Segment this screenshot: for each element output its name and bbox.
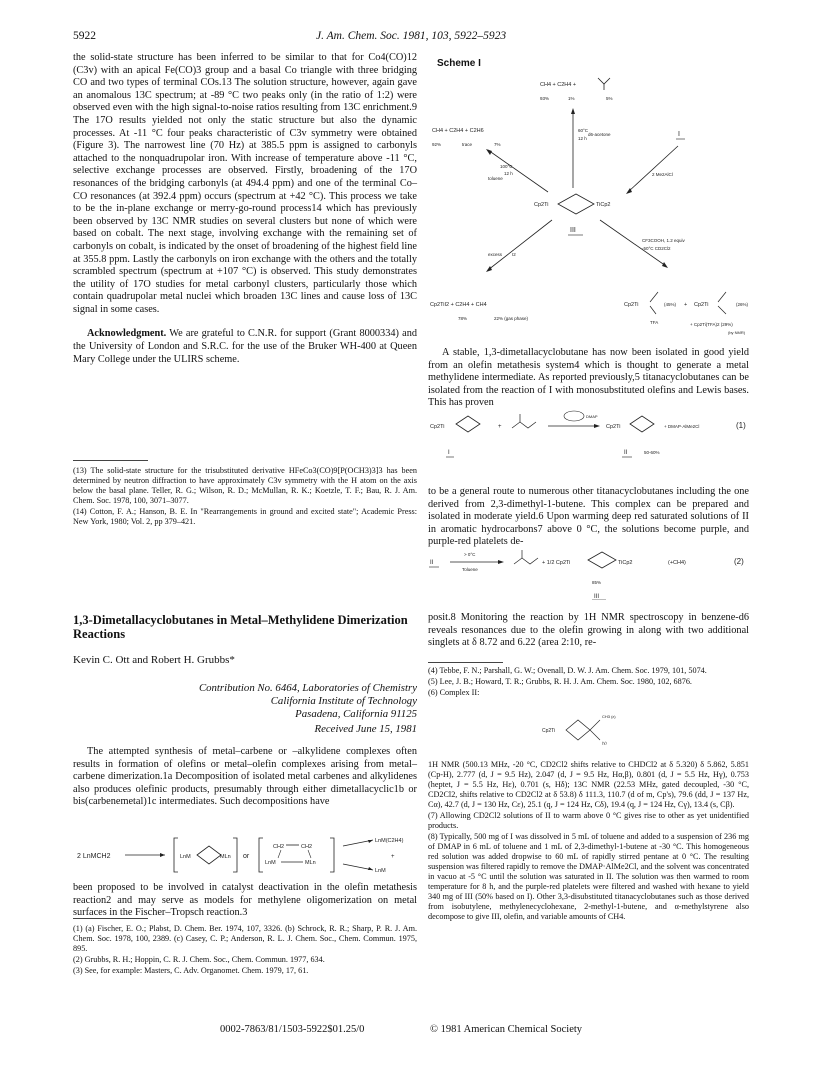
eq2-label-III: III bbox=[594, 594, 600, 600]
right-text-3 bbox=[428, 612, 749, 650]
left-top-text bbox=[73, 52, 417, 366]
footnote-1: (1) (a) Fischer, E. O.; Plabst, D. Chem. Ber. 1974, 107, 3326. (b) Schrock, R. R.; Sharp, P. R. J. Am. Chem. Soc. 1978, 100, 2389. (c) Casey, C. P.; Anderson, R. L. J. Chem. Soc., Chem. Commun. 1975, 895. bbox=[73, 924, 417, 953]
eq2-cond-top: > 0°C bbox=[464, 552, 476, 557]
bottom-right-yield: (26%) bbox=[736, 302, 749, 307]
svg-text:MLn: MLn bbox=[305, 860, 316, 866]
bottom-left-yield: 22% (gas phase) bbox=[494, 316, 529, 321]
paragraph: The attempted synthesis of metal–carbene or –alkylidene complexes often results in formation of olefins or metal–olefin complexes arising from metal–carbene dimerization.1a Decomposition of isolated metal carbenes and alkylidenes also produces olefinic products, presumably through either dimetallacyclic1b or bis(carbenemetal)1c intermediates. Such decompositions have bbox=[73, 746, 417, 808]
bottom-right-yield: (45%) bbox=[664, 302, 677, 307]
eq2-half-cp2ti: + 1/2 Cp2Ti bbox=[542, 560, 571, 566]
top-yield: 1% bbox=[568, 96, 575, 101]
left-yield: trace bbox=[462, 142, 473, 147]
received-date: Received June 15, 1981 bbox=[314, 723, 417, 735]
svg-text:+: + bbox=[684, 302, 688, 308]
svg-text:LnM: LnM bbox=[180, 854, 191, 860]
svg-text:LnM: LnM bbox=[265, 860, 276, 866]
ack-text: We are grateful to C.N.R. for support (Grant 8000334) and the University of London and S.R.C. for the use of the Bruker WH-400 at Queen Mary College under the ULIRS scheme. bbox=[73, 328, 417, 365]
paragraph: to be a general route to numerous other titanacyclobutanes including the one derived from 2,3-dimethyl-1-butene. This complex can be prepared and isolated in moderate yield.6 Upon warming deep red saturated solutions of II in aromatic hydrocarbons7 above 0 °C, the solutions become purple, and purple-red platelets de- bbox=[428, 486, 749, 548]
authors: Kevin C. Ott and Robert H. Grubbs* bbox=[73, 654, 235, 666]
eq1-label-I: I bbox=[448, 450, 450, 456]
footnote-rule bbox=[73, 460, 148, 461]
eq1-reactant: Cp2Ti bbox=[430, 424, 445, 430]
footnote-2: (2) Grubbs, R. H.; Hoppin, C. R. J. Chem. Soc., Chem. Commun. 1977, 634. bbox=[73, 955, 325, 964]
footnote-3: (3) See, for example: Masters, C. Adv. Organomet. Chem. 1979, 17, 61. bbox=[73, 966, 309, 975]
eq1-reagent: DMAP bbox=[586, 414, 598, 419]
bottom-right-extra: + Cp2Ti(TFA)2 (29%) bbox=[690, 322, 733, 327]
cond-top: 60°C bbox=[578, 128, 589, 133]
center-cp2ti: Cp2Ti bbox=[534, 202, 549, 208]
svg-text:Cp2Ti: Cp2Ti bbox=[606, 424, 621, 430]
compound-label-III: III bbox=[570, 227, 576, 234]
footnote-5: (5) Lee, J. B.; Howard, T. R.; Grubbs, R. H. J. Am. Chem. Soc. 1980, 102, 6876. bbox=[428, 677, 692, 686]
complex-II-structure bbox=[540, 706, 660, 756]
svg-text:CH2: CH2 bbox=[301, 844, 313, 850]
svg-text:+: + bbox=[498, 424, 502, 430]
bottom-left-yield: 78% bbox=[458, 316, 468, 321]
bottom-right-product: Cp2Ti bbox=[624, 302, 639, 308]
eq1-number: (1) bbox=[736, 421, 746, 430]
cond-left: 12 h bbox=[504, 171, 513, 176]
affiliation-line: Contribution No. 6464, Laboratories of Chemistry bbox=[198, 682, 417, 694]
left-yield: 7% bbox=[494, 142, 501, 147]
footnote-6-nmr: 1H NMR (500.13 MHz, -20 °C, CD2Cl2 shifts relative to CHDCl2 at δ 5.320) δ 5.862, 5.851 (Cp-H), 2.777 (d, J = 9.5 Hz), 2.047 (d, J = 9.5 Hz, Hα,β), 0.801 (d, J = 5.5 Hz, Hγ), 0.753 (heptet, J = 5.5 Hz, Hε), 0.701 (s, Hδ); 13C NMR (22.53 MHz, gated decoupled, -30 °C, CD2Cl2, shifts relative to CD2Cl2 at δ 53.8) δ 111.3, 110.7 (d of m, Cp's), 79.6 (dd, J = 137 Hz, Cα), 42.7 (d, J = 130 Hz, Cε), 25.1 (q, J = 124 Hz, Cδ), 19.4 (q, J = 124 Hz, Cγ), 13.4 (s, Cβ). bbox=[428, 760, 749, 809]
footnote-4: (4) Tebbe, F. N.; Parshall, G. W.; Ovenall, D. W. J. Am. Chem. Soc. 1979, 101, 5074. bbox=[428, 666, 707, 675]
eq1-byproduct: + DMAP·AlMe2Cl bbox=[664, 424, 700, 429]
eq2-reactant: II bbox=[430, 560, 434, 566]
bottom-left-products: Cp2TiI2 + C2H4 + CH4 bbox=[430, 302, 487, 308]
cond-top: d6-acetone bbox=[588, 132, 611, 137]
cond-left: 100°C bbox=[500, 164, 513, 169]
affiliation bbox=[73, 682, 417, 736]
or-label: or bbox=[243, 853, 250, 860]
bottom-right-product: Cp2Ti bbox=[694, 302, 709, 308]
paragraph: been proposed to be involved in catalyst deactivation in the olefin metathesis reaction2 and may serve as models for methylene oligomerization on metal surfaces in the Fischer–Tropsch reaction.3 bbox=[73, 882, 417, 919]
eq2-ticp2: TiCp2 bbox=[618, 560, 633, 566]
left-top-footnotes bbox=[73, 466, 417, 528]
article-intro bbox=[73, 746, 417, 809]
product-olefin-complex: LnM(C2H4) bbox=[375, 838, 404, 844]
eq1-yield: 50-60% bbox=[644, 450, 660, 455]
paragraph: the solid-state structure has been inferred to be similar to that for Co4(CO)12 (C3v) with an apical Fe(CO)3 group and a basal Co triangle with three bridging CO and two types of terminal COs.13 The solution structure, however, again gave an anomalous 13C spectrum; at -89 °C two peaks only (in the ratio of 1:2) were observed even with the high signal-to-noise ratios resulting from 13C enrichment.9 The 17O results yielded not only the static structure but also the dynamic processes. At -11 °C four peaks characteristic of C3v symmetry were obtained (Figure 3). The narrowest line (70 Hz) at 385.5 ppm is assigned to carbonyls attached to the nonquadrupolar iron. With increase of temperature above -11 °C, selective exchange processes are observed. Firstly, broadening of the 17O resonances of the bridging carbonyls (at 494.4 ppm) and one of the terminal Co–CO resonances (at 392.4 ppm) occurs (spectrum at +42 °C). This process we take to be the in-plane exchange or merry-go-round process14 which has previously been observed by 13C NMR studies on several clusters but none of which were based on cobalt. The next stage, involving exchange with the remaining set of carbonyls on cobalt, is indicated by the onset of broadening of the highest field line at 355.8 ppm. Lastly the carbonyls on iron exchange with the others and the totally scrambled spectrum (spectrum at +107 °C) is observed. This study demonstrates the utility of 17O studies for metal carbonyl clusters, particularly those which contain quadrupolar metal nuclei which broaden 13C lines and cause loss of 13C signal in some cases. bbox=[73, 52, 417, 315]
center-ticp2: TiCp2 bbox=[596, 202, 611, 208]
eq2-cond-bottom: Toluene bbox=[462, 567, 478, 572]
right-footnotes-b bbox=[428, 760, 749, 923]
footnote-rule bbox=[73, 918, 148, 919]
paragraph: A stable, 1,3-dimetallacyclobutane has now been isolated in good yield from an olefin metathesis system4 which is thought to generate a metal methylidene intermediate. As reported previously,5 titanacyclobutanes can be isolated from the reaction of I with monosubstituted olefins and Lewis bases. This has proven bbox=[428, 347, 749, 409]
eq1-label-II: II bbox=[624, 450, 628, 456]
compound-label-I: I bbox=[678, 131, 680, 138]
footer-code: 0002-7863/81/1503-5922$01.25/0 bbox=[220, 1024, 365, 1035]
ack-label: Acknowledgment. bbox=[87, 328, 167, 340]
cond-bottom-right: -50°C CD2Cl2 bbox=[642, 246, 671, 251]
affiliation-line: Pasadena, California 91125 bbox=[295, 708, 417, 720]
left-products: CH4 + C2H4 + C2H6 bbox=[432, 128, 484, 134]
running-header: J. Am. Chem. Soc. 1981, 103, 5922–5923 bbox=[316, 30, 507, 42]
svg-text:Cp2Ti: Cp2Ti bbox=[542, 728, 556, 734]
right-footnotes-a bbox=[428, 666, 749, 699]
paragraph: posit.8 Monitoring the reaction by 1H NMR spectroscopy in benzene-d6 reveals resonances due to the olefin growing in along with two additional singlets at δ 8.72 and 6.22 (area 2:10, re- bbox=[428, 612, 749, 649]
equation-2 bbox=[428, 542, 749, 600]
cond-bottom-left: I2 bbox=[512, 252, 516, 257]
cond-right: 2 Me2AlCl bbox=[652, 172, 673, 177]
right-text-1 bbox=[428, 347, 749, 410]
right-text-2 bbox=[428, 486, 749, 549]
svg-text:MLn: MLn bbox=[220, 854, 231, 860]
eq2-yield: 85% bbox=[592, 580, 602, 585]
product-metal: LnM bbox=[375, 868, 386, 874]
equation-1 bbox=[428, 404, 749, 464]
scheme-1 bbox=[428, 70, 768, 338]
article-footnotes bbox=[73, 924, 417, 977]
tfa-label: TFA bbox=[650, 320, 659, 325]
footnote-7: (7) Allowing CD2Cl2 solutions of II to warm above 0 °C gives rise to other as yet unidentified products. bbox=[428, 811, 749, 830]
svg-text:CH2: CH2 bbox=[273, 844, 285, 850]
cond-bottom-right: CF3COOH, 1.2 equiv bbox=[642, 238, 685, 243]
eq2-methane: (+CH4) bbox=[668, 560, 686, 566]
article-cont bbox=[73, 882, 417, 920]
affiliation-line: California Institute of Technology bbox=[270, 695, 417, 707]
footnote-rule bbox=[428, 662, 503, 663]
article-title: 1,3-Dimetallacyclobutanes in Metal–Methylidene Dimerization Reactions bbox=[73, 613, 408, 641]
left-yield: 92% bbox=[432, 142, 442, 147]
cond-left: toluene bbox=[488, 176, 503, 181]
eq2-number: (2) bbox=[734, 557, 744, 566]
footnote-14: (14) Cotton, F. A.; Hanson, B. E. In "Rearrangements in ground and excited state"; Academic Press: New York, 1980; Vol. 2, pp 379–421. bbox=[73, 507, 417, 526]
cond-bottom-left: excess bbox=[488, 252, 503, 257]
footnote-6: (6) Complex II: bbox=[428, 688, 480, 697]
page-number: 5922 bbox=[73, 30, 96, 42]
svg-text:(γ): (γ) bbox=[602, 740, 607, 745]
top-products: CH4 + C2H4 + bbox=[540, 82, 577, 88]
scheme-label: Scheme I bbox=[437, 58, 481, 69]
bottom-right-note: (by NMR) bbox=[728, 330, 746, 335]
footnote-8: (8) Typically, 500 mg of I was dissolved in 5 mL of toluene and added to a suspension of 236 mg of DMAP in 6 mL of toluene and 1 mL of 2,3-dimethyl-1-butene at -30 °C. This homogeneous red solution was added dropwise to 60 mL of rapidly stirred pentane at 0 °C. The resulting suspension was filtered rapidly to remove the DMAP·AlMe2Cl, and the solvent was concentrated in vacuo at -5 °C until the solution was saturated in II. The solution was then warmed to room temperature for 8 h, and the purple-red platelets were filtered and washed with hexane to yield 340 mg of III (50% based on I). Other 3,3-disubstituted titanacyclobutanes such as those derived from isobutylene, methylenecyclohexane, 2-methyl-1-butene, and α-methylstyrene also decompose to give III, olefin, and variable amounts of CH4. bbox=[428, 832, 749, 921]
footer-copyright: © 1981 American Chemical Society bbox=[430, 1024, 583, 1035]
top-yield: 93% bbox=[540, 96, 550, 101]
svg-text:CH3 (ε): CH3 (ε) bbox=[602, 714, 616, 719]
acknowledgment bbox=[73, 328, 417, 366]
svg-text:+: + bbox=[391, 854, 395, 860]
reactant: 2 LnMCH2 bbox=[77, 853, 111, 860]
cond-top: 12 h bbox=[578, 136, 587, 141]
footnote-13: (13) The solid-state structure for the trisubstituted derivative HFeCo3(CO)9[P(OCH3)3]3 has been determined by neutron diffraction to have approximately C3v symmetry with the H atom on the axis below the basal plane. Teller, R. G.; Wilson, R. D.; McMullan, R. K.; Koetzle, T. F.; Bau, R. J. Am. Chem. Soc. 1978, 100, 3071–3077. bbox=[73, 466, 417, 505]
top-yield: 5% bbox=[606, 96, 613, 101]
dimerization-equation bbox=[73, 832, 417, 878]
